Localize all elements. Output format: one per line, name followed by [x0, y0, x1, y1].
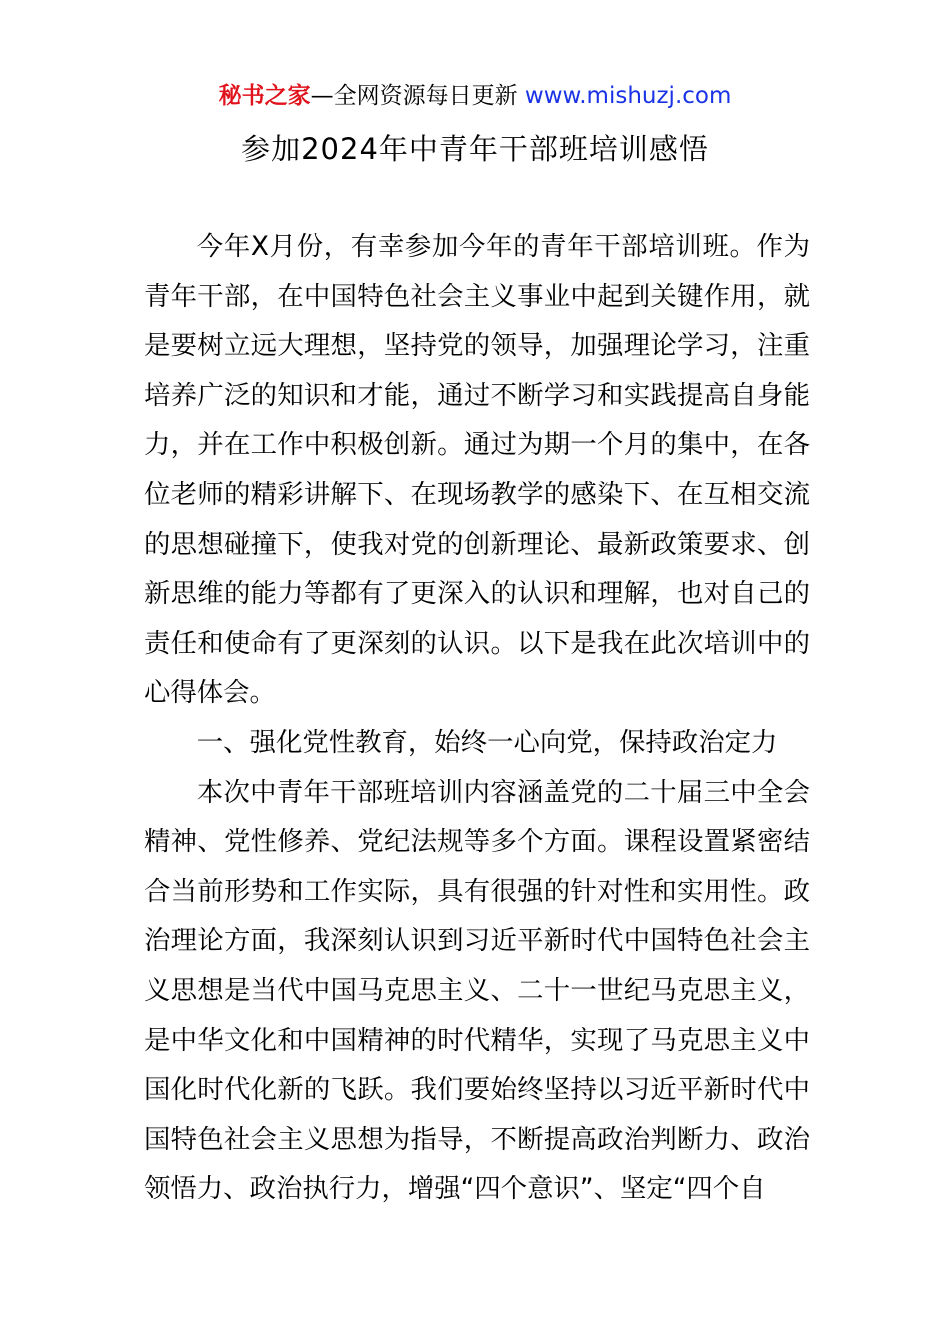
section-heading-1: 一、强化党性教育，始终一心向党，保持政治定力 [196, 726, 778, 758]
brand-name: 秘书之家 [218, 83, 311, 109]
header-tagline: —全网资源每日更新 [310, 83, 525, 109]
site-url-link[interactable]: www.mishuzj.com [524, 83, 732, 109]
paragraph-intro: 今年X月份，有幸参加今年的青年干部培训班。作为青年干部，在中国特色社会主义事业中起到关键作用，就是要树立远大理想，坚持党的领导，加强理论学习，注重培养广泛的知识和才能，通过不断学习和实践提高自身能力，并在工作中积极创新。通过为期一个月的集中，在各位老师的精彩讲解下、在现场教学的感染下、在互相交流的思想碰撞下，使我对党的创新理论、最新政策要求、创新思维的能力等都有了更深入的认识和理解，也对自己的责任和使命有了更深刻的认识。以下是我在此次培训中的心得体会。 [144, 231, 810, 709]
document-title: 参加2024年中青年干部班培训感悟 [241, 132, 709, 166]
document-body [144, 222, 810, 1214]
paragraph-section-1: 本次中青年干部班培训内容涵盖党的二十届三中全会精神、党性修养、党纪法规等多个方面。课程设置紧密结合当前形势和工作实际，具有很强的针对性和实用性。政治理论方面，我深刻认识到习近平新时代中国特色社会主义思想是当代中国马克思主义、二十一世纪马克思主义，是中华文化和中国精神的时代精华，实现了马克思主义中国化时代化新的飞跃。我们要始终坚持以习近平新时代中国特色社会主义思想为指导，不断提高政治判断力、政治领悟力、政治执行力，增强“四个意识”、坚定“四个自 [144, 776, 810, 1205]
site-header [0, 80, 950, 112]
